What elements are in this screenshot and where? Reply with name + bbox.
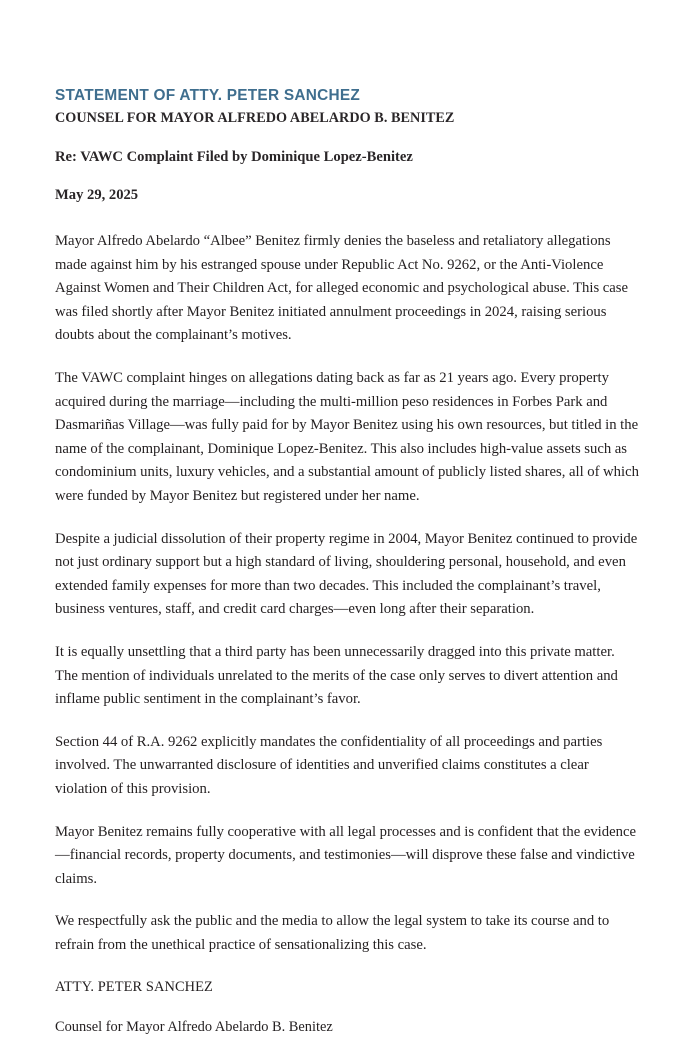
body-paragraph: Mayor Alfredo Abelardo “Albee” Benitez firmly denies the baseless and retaliatory allegations made against him by his estranged spouse under Republic Act No. 9262, or the Anti-Violence Against Women and Their Children Act, for alleged economic and psychological abuse. This case was filed shortly after Mayor Benitez initiated annulment proceedings in 2024, raising serious doubts about the complainant’s motives.	[55, 233, 629, 344]
body-paragraph: It is equally unsettling that a third party has been unnecessarily dragged into this private matter. The mention of individuals unrelated to the merits of the case only serves to divert attention and inflame public sentiment in the complainant’s favor.	[55, 643, 618, 708]
body-paragraph: Mayor Benitez remains fully cooperative with all legal processes and is confident that the evidence—financial records, property documents, and testimonies—will disprove these false and vindictive claims.	[55, 823, 637, 887]
body-paragraph: The VAWC complaint hinges on allegations dating back as far as 21 years ago. Every property acquired during the marriage—including the multi-million peso residences in Forbes Park and Dasmariñas Village—was fully paid for by Mayor Benitez using his own resources, but titled in the name of the complainant, Dominique Lopez-Benitez. This also includes high-value assets such as condominium units, luxury vehicles, and a substantial amount of publicly listed shares, all of which were funded by Mayor Benitez but registered under her name.	[55, 370, 639, 505]
document-date: May 29, 2025	[55, 187, 139, 204]
body-paragraph: We respectfully ask the public and the media to allow the legal system to take its course and to refrain from the unethical practice of sensationalizing this case.	[55, 913, 610, 953]
signature-role: Counsel for Mayor Alfredo Abelardo B. Benitez	[55, 1018, 333, 1035]
signature-name: ATTY. PETER SANCHEZ	[55, 978, 213, 995]
page-subtitle: COUNSEL FOR MAYOR ALFREDO ABELARDO B. BENITEZ	[55, 110, 455, 127]
page-title: STATEMENT OF ATTY. PETER SANCHEZ	[55, 87, 360, 104]
body-paragraph: Despite a judicial dissolution of their property regime in 2004, Mayor Benitez continued to provide not just ordinary support but a high standard of living, shouldering personal, household, and even extended family expenses for more than two decades. This included the complainant’s travel, business ventures, staff, and credit card charges—even long after their separation.	[55, 530, 638, 618]
subject-line: Re: VAWC Complaint Filed by Dominique Lopez-Benitez	[55, 148, 413, 165]
body-paragraph: Section 44 of R.A. 9262 explicitly mandates the confidentiality of all proceedings and parties involved. The unwarranted disclosure of identities and unverified claims constitutes a clear violation of this provision.	[55, 733, 603, 797]
